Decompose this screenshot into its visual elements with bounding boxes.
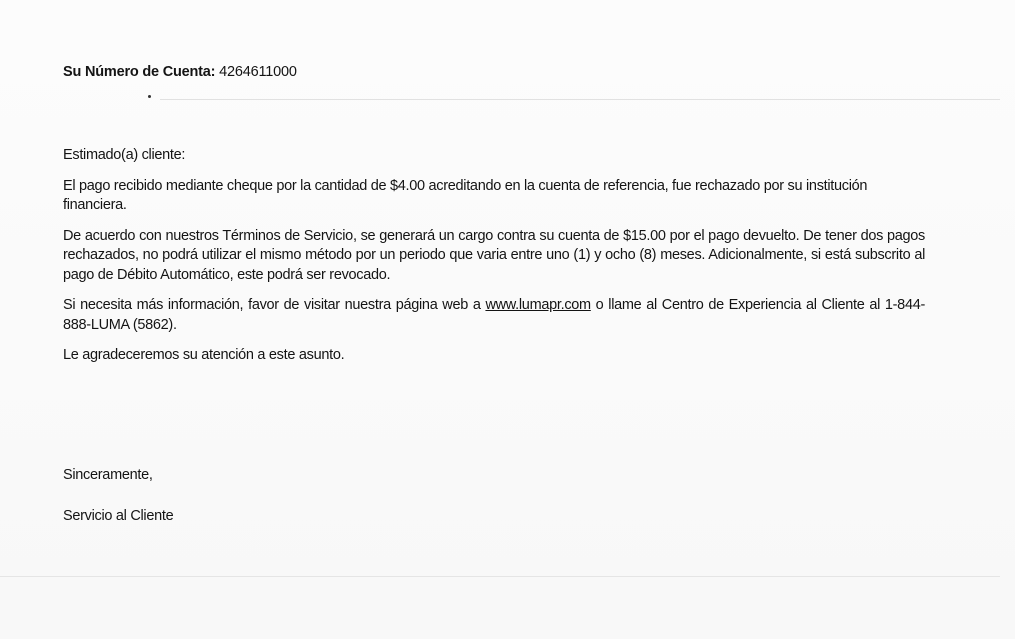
paragraph-thanks: Le agradeceremos su atención a este asunto. xyxy=(63,347,345,363)
paragraph-payment-rejected: El pago recibido mediante cheque por la cantidad de $4.00 acreditando en la cuenta de referencia, fue rechazado por su institución financiera. xyxy=(63,177,868,213)
account-number-value: 4264611000 xyxy=(219,64,297,80)
letter-body xyxy=(63,146,925,377)
paragraph-terms: De acuerdo con nuestros Términos de Servicio, se generará un cargo contra su cuenta de $15.00 por el pago devuelto. De tener dos pagos rechazados, no podrá utilizar el mismo método por un periodo que varia entre uno (1) y ocho (8) meses. Adicionalmente, si está subscrito al pago de Débito Automático, este podrá ser revocado. xyxy=(63,227,925,283)
signature: Servicio al Cliente xyxy=(63,508,174,524)
scan-speck xyxy=(148,95,151,98)
footer-divider xyxy=(0,576,1000,577)
greeting: Estimado(a) cliente: xyxy=(63,147,186,163)
website-link[interactable]: www.lumapr.com xyxy=(485,297,591,313)
paragraph-contact xyxy=(63,296,925,335)
contact-text-before: Si necesita más información, favor de visitar nuestra página web a xyxy=(63,297,481,313)
header-divider xyxy=(160,99,1000,100)
account-number-label: Su Número de Cuenta: xyxy=(63,64,216,80)
account-number-line xyxy=(63,64,297,80)
closing: Sinceramente, xyxy=(63,467,153,483)
contact-text-after: o llame al Centro de Experiencia al Cliente al 1-844-888-LUMA (5862). xyxy=(63,297,925,333)
